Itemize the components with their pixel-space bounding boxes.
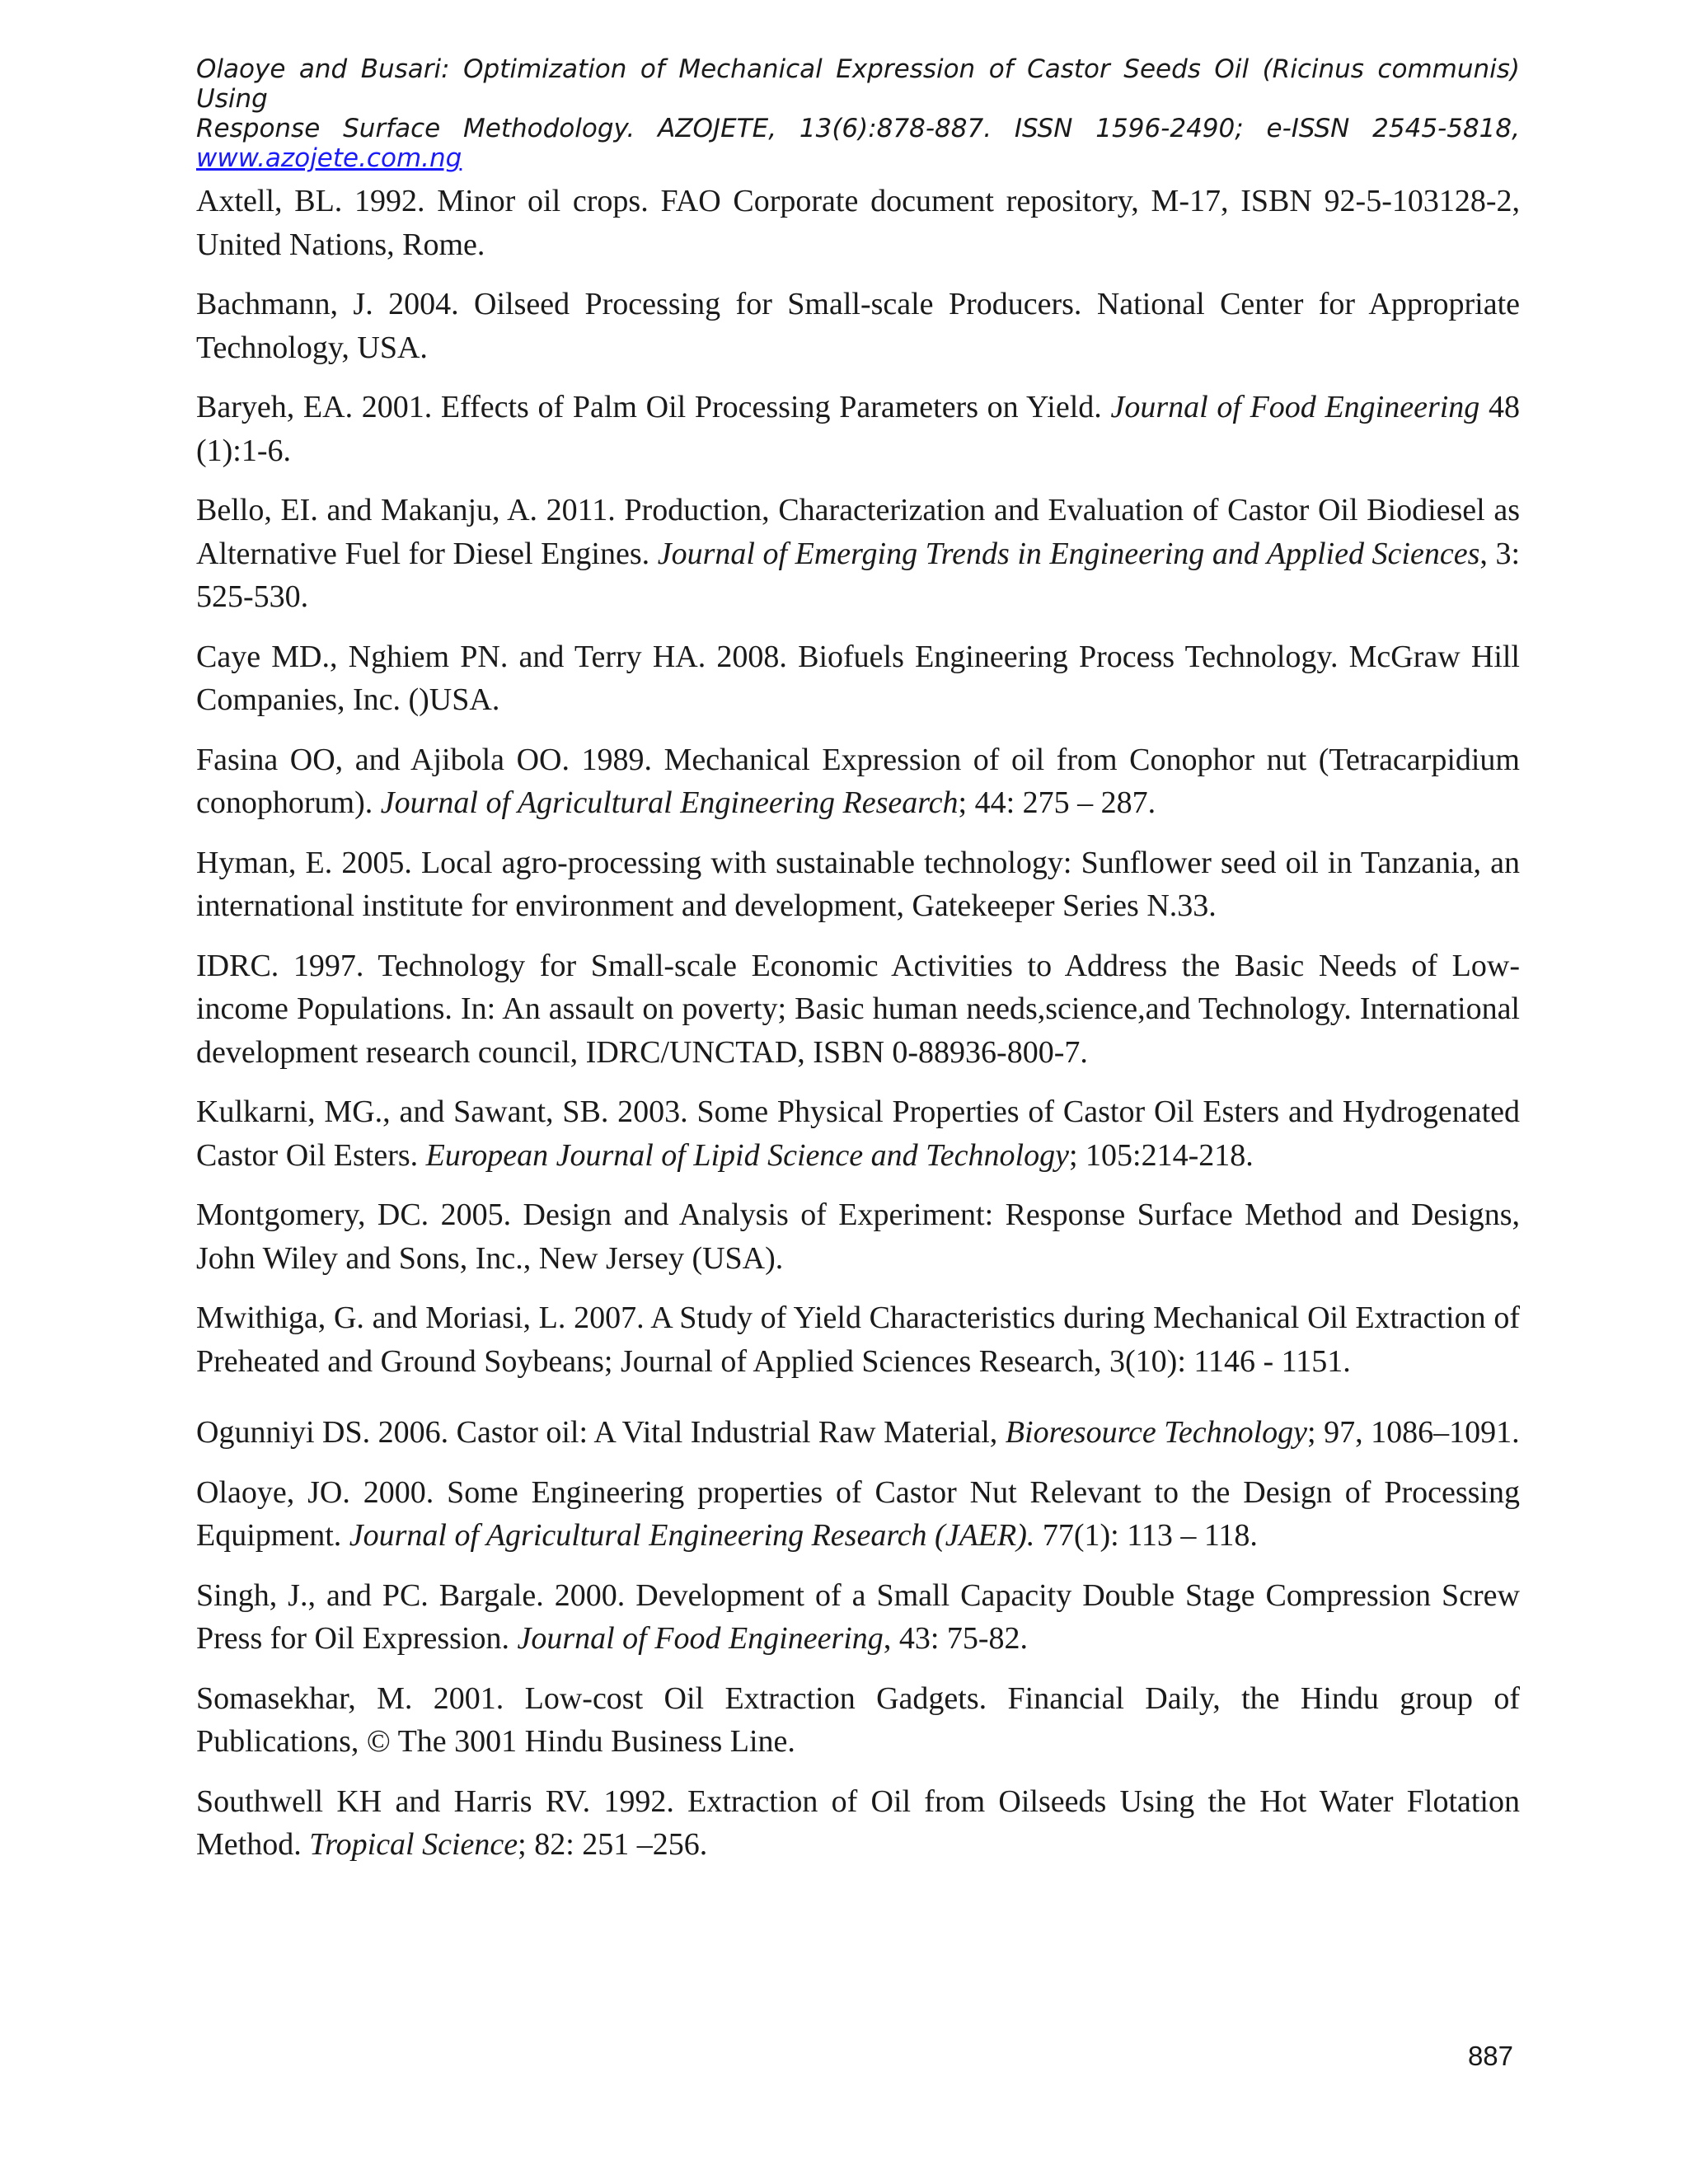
reference-list [196,180,1520,1883]
reference-entry: Axtell, BL. 1992. Minor oil crops. FAO Corporate document repository, M-17, ISBN 92-5-103128-2, United Nations, Rome. [196,184,1520,262]
reference-entry: Montgomery, DC. 2005. Design and Analysis of Experiment: Response Surface Method and Designs, John Wiley and Sons, Inc., New Jersey (USA). [196,1197,1520,1276]
reference-entry: Singh, J., and PC. Bargale. 2000. Development of a Small Capacity Double Stage Compression Screw Press for Oil Expression. Journal of Food Engineering, 43: 75-82. [196,1577,1520,1656]
reference-entry: IDRC. 1997. Technology for Small-scale Economic Activities to Address the Basic Needs of Low-income Populations. In: An assault on poverty; Basic human needs,science,and Technology. International development research council, IDRC/UNCTAD, ISBN 0-88936-800-7. [196,948,1520,1070]
page-number: 887 [1467,2041,1513,2071]
reference-entry: Bachmann, J. 2004. Oilseed Processing for Small-scale Producers. National Center for Appropriate Technology, USA. [196,287,1520,365]
reference-entry: Fasina OO, and Ajibola OO. 1989. Mechanical Expression of oil from Conophor nut (Tetracarpidium conophorum). Journal of Agricultural Engineering Research; 44: 275 – 287. [196,742,1520,820]
reference-entry: Southwell KH and Harris RV. 1992. Extraction of Oil from Oilseeds Using the Hot Water Flotation Method. Tropical Science; 82: 251 –256. [196,1783,1520,1862]
reference-entry: Somasekhar, M. 2001. Low-cost Oil Extraction Gadgets. Financial Daily, the Hindu group of Publications, © The 3001 Hindu Business Line. [196,1680,1520,1759]
header-citation-line-1: Olaoye and Busari: Optimization of Mechanical Expression of Castor Seeds Oil (Ricinus communis) Using [196,54,1520,114]
reference-entry: Hyman, E. 2005. Local agro-processing with sustainable technology: Sunflower seed oil in Tanzania, an international institute for environment and development, Gatekeeper Series N.33. [196,845,1520,923]
reference-entry: Kulkarni, MG., and Sawant, SB. 2003. Some Physical Properties of Castor Oil Esters and Hydrogenated Castor Oil Esters. European Journal of Lipid Science and Technology; 105:214-218. [196,1094,1520,1173]
reference-entry: Baryeh, EA. 2001. Effects of Palm Oil Processing Parameters on Yield. Journal of Food Engineering 48 (1):1-6. [196,390,1520,468]
reference-entry: Caye MD., Nghiem PN. and Terry HA. 2008. Biofuels Engineering Process Technology. McGraw Hill Companies, Inc. ()USA. [196,639,1520,717]
reference-entry: Bello, EI. and Makanju, A. 2011. Production, Characterization and Evaluation of Castor Oil Biodiesel as Alternative Fuel for Diesel Engines. Journal of Emerging Trends in Engineering and Applied Sciences, 3: 525-530. [196,493,1520,614]
reference-entry: Mwithiga, G. and Moriasi, L. 2007. A Study of Yield Characteristics during Mechanical Oil Extraction of Preheated and Ground Soybeans; Journal of Applied Sciences Research, 3(10): 1146 - 1151. [196,1301,1520,1379]
header-citation-line-2: Response Surface Methodology. AZOJETE, 13(6):878-887. ISSN 1596-2490; e-ISSN 2545-5818, [196,114,1520,143]
running-header [196,54,1520,173]
reference-entry: Olaoye, JO. 2000. Some Engineering properties of Castor Nut Relevant to the Design of Processing Equipment. Journal of Agricultural Engineering Research (JAER). 77(1): 113 – 118. [196,1474,1520,1553]
reference-entry: Ogunniyi DS. 2006. Castor oil: A Vital Industrial Raw Material, Bioresource Technology; 97, 1086–1091. [196,1415,1520,1450]
journal-website-link[interactable]: www.azojete.com.ng [196,143,462,173]
